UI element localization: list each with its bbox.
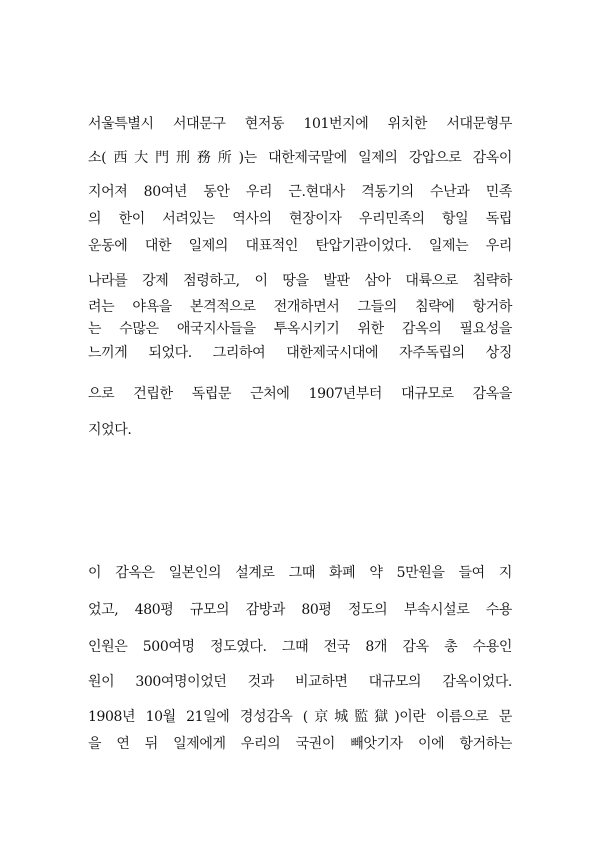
text-line: 으로 건립한 독립문 근처에 1907년부터 대규모로 감옥을 <box>88 386 512 402</box>
text-line: 느끼게 되었다. 그리하여 대한제국시대에 자주독립의 상징 <box>88 345 512 361</box>
text-line: 지어져 80여년 동안 우리 근.현대사 격동기의 수난과 민족 <box>88 184 512 200</box>
text-line: 나라를 강제 점령하고, 이 땅을 발판 삼아 대륙으로 침략하 <box>88 273 512 289</box>
text-line: 1908년 10월 21일에 경성감옥 (京城監獄)이란 이름으로 문 <box>88 709 512 725</box>
text-line: 의 한이 서려있는 역사의 현장이자 우리민족의 항일 독립 <box>88 211 512 227</box>
text-line: 이 감옥은 일본인의 설계로 그때 화폐 약 5만원을 들여 지 <box>88 565 512 581</box>
text-line: 서울특별시 서대문구 현저동 101번지에 위치한 서대문형무 <box>88 116 512 132</box>
text-line: 을 연 뒤 일제에게 우리의 국권이 빼앗기자 이에 항거하는 <box>88 736 512 752</box>
text-line: 는 수많은 애국지사들을 투옥시키기 위한 감옥의 필요성을 <box>88 321 512 337</box>
text-line: 원이 300여명이었던 것과 비교하면 대규모의 감옥이었다. <box>88 674 512 690</box>
text-line: 었고, 480평 규모의 감방과 80평 정도의 부속시설로 수용 <box>88 602 512 618</box>
text-line: 소(西大門刑務所)는 대한제국말에 일제의 강압으로 감옥이 <box>88 150 512 166</box>
text-line: 운동에 대한 일제의 대표적인 탄압기관이었다. 일제는 우리 <box>88 238 512 254</box>
text-line: 려는 야욕을 본격적으로 전개하면서 그들의 침략에 항거하 <box>88 299 512 315</box>
text-line: 지었다. <box>88 422 132 438</box>
text-line: 인원은 500여명 정도였다. 그때 전국 8개 감옥 총 수용인 <box>88 639 512 655</box>
